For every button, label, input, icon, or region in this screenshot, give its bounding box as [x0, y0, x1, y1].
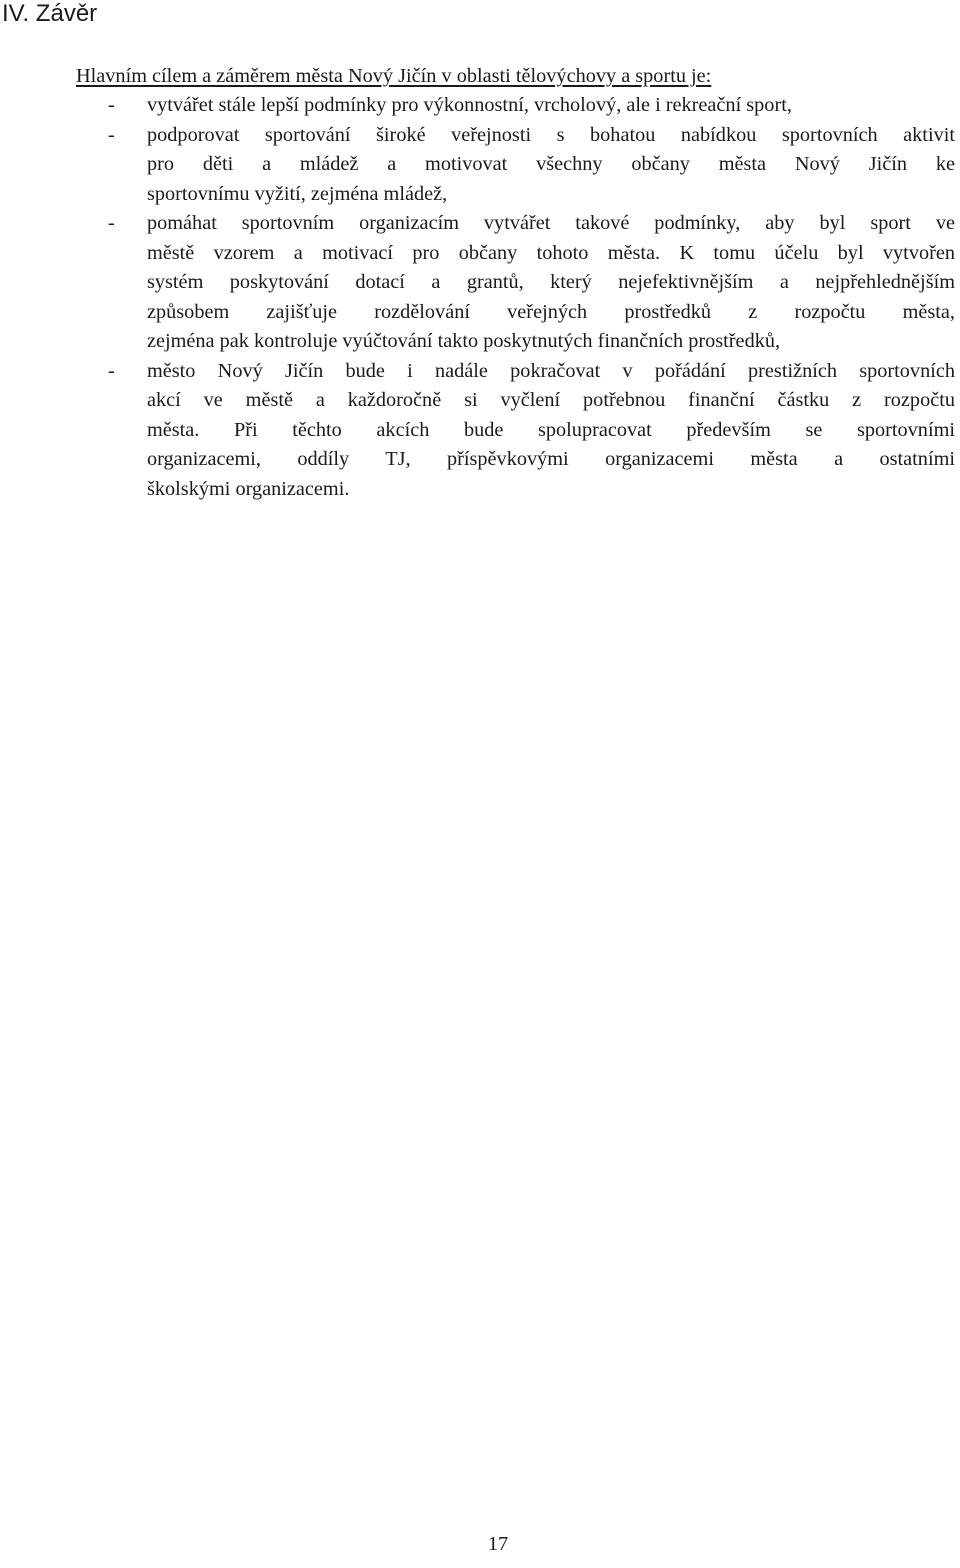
goals-list: [0, 91, 960, 504]
list-item-line: města. Při těchto akcích bude spolupracovat především se sportovními: [147, 418, 955, 441]
list-dash: -: [108, 359, 115, 382]
list-dash: -: [108, 212, 115, 234]
list-item-line: podporovat sportování široké veřejnosti s bohatou nabídkou sportovních aktivit: [147, 123, 955, 146]
list-item-line: zejména pak kontroluje vyúčtování takto poskytnutých finančních prostředků,: [147, 330, 781, 352]
list-item: [0, 357, 955, 505]
list-item-line: akcí ve městě a každoročně si vyčlení potřebnou finanční částku z rozpočtu: [147, 389, 955, 411]
list-item-line: organizacemi, oddíly TJ, příspěvkovými organizacemi města a ostatními: [147, 448, 955, 470]
list-item-line: systém poskytování dotací a grantů, který nejefektivnějším a nejpřehlednějším: [147, 271, 955, 293]
section-heading: IV. Závěr: [2, 0, 98, 27]
list-item-line: pro děti a mládež a motivovat všechny občany města Nový Jičín ke: [147, 153, 955, 175]
list-item-line: sportovnímu vyžití, zejména mládež,: [147, 182, 448, 205]
list-item-line: způsobem zajišťuje rozdělování veřejných prostředků z rozpočtu města,: [147, 300, 955, 323]
list-item: [0, 91, 955, 121]
page-number: [0, 1530, 960, 1559]
list-dash: -: [108, 123, 115, 146]
list-item-line: město Nový Jičín bude i nadále pokračovat v pořádání prestižních sportovních: [147, 359, 955, 382]
list-dash: -: [108, 94, 115, 116]
list-item-line: školskými organizacemi.: [147, 477, 350, 500]
list-item-line: pomáhat sportovním organizacím vytvářet takové podmínky, aby byl sport ve: [147, 212, 955, 234]
list-item: [0, 121, 955, 210]
list-item: [0, 209, 955, 357]
list-item-line: městě vzorem a motivací pro občany tohoto města. K tomu účelu byl vytvořen: [147, 241, 955, 264]
list-item-line: vytvářet stále lepší podmínky pro výkonnostní, vrcholový, ale i rekreační sport,: [147, 94, 792, 116]
page-number-text: 17: [487, 1533, 509, 1555]
intro-sentence: Hlavním cílem a záměrem města Nový Jičín v oblasti tělovýchovy a sportu je:: [76, 65, 712, 87]
